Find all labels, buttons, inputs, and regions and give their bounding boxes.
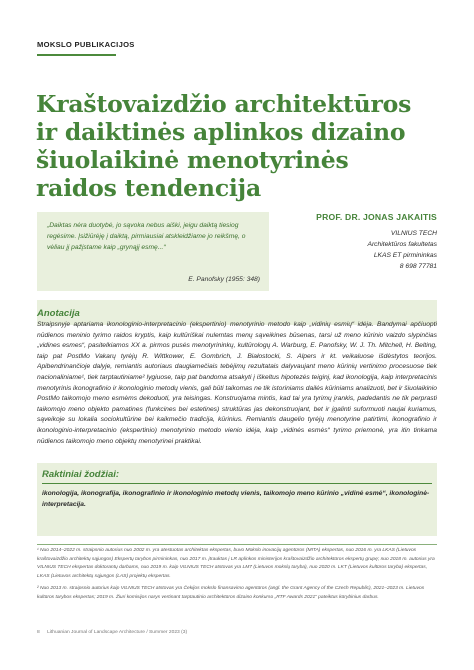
footnote-2: ² Nuo 2013 m. straipsnio autorius kaip VILNIUS TECH atstovas yra Čekijos mokslo finansavimo agentūros (angl. the Grant Agency of the Czech Republic), 2021–2023 m. Lietuvos kultūros tarybos ekspertas; 2019 m. Žiuri komisijos narys vertinant tarptautinio architektūros dizaino konkurso „RTF Awards 2021“ pateiktus kūrybinius darbus. [37,586,425,600]
epigraph-box [37,212,269,291]
epigraph-author: E. Panofsky (1955: 348) [188,276,260,283]
footnotes [37,547,437,607]
epigraph-text: „Daiktas nėra duotybė, jo sąvoka nebus aiški, jeigu daiktą tiesiog regėsime. Įsižiūrėję į daiktą, pirmiausiai atskleidžiame jo reikšmę, o vėliau jį pažįstame kaip „grynąjį esmę...“ [47,222,246,251]
page-footer [37,630,187,635]
footnote-divider [37,544,437,545]
author-affiliation: VILNIUS TECH [390,230,437,237]
author-role: LKAS ET pirmininkas [373,252,437,259]
keywords-text: ikonologija, ikonografija, ikonografinio ir ikonologinio metodų vienis, taikomojo meno kūrinio „vidinė esmė“, ikonologinė-interpretacija. [42,490,430,508]
section-divider [37,54,116,56]
page-number: 8 [37,630,40,635]
author-faculty: Architektūros fakultetas [367,241,437,248]
keywords-box [37,463,437,536]
section-label: MOKSLO PUBLIKACIJOS [37,40,135,49]
journal-name: Lithuanian Journal of Landscape Architecture / Summer 2023 (3) [47,630,188,635]
article-title: Kraštovaizdžio architektūros ir daiktinės aplinkos dizaino šiuolaikinė menotyrinės raidos tendencija [36,90,412,202]
abstract-text: Straipsnyje aptariama ikonologinio-interpretacinio (ekspertinio) menotyrinio metodo kaip „vidinių esmių“ idėja. Bandymai apčiuopti nūdienos meninio tyrimo raidos kryptis, kaip kultūriškai nulemtas menų sąveikines būsenas, tarsi už meno kūrinio vaizdo slypinčias „vidines esmes“, pasitelkiamos XX a. pirmos pusės menotyrininkų, kultūrologų A. Warburg, E. Panofsky, W. J. Th. Mitchell, H. Belting, taip pat PostMo Vakarų tyrėjų R. Wittkower, E. Gombrich, J. Białostocki, S. Alpers ir kt. veikaluose išdėstytos teorijos. Apibendrinančioje dalyje, remiantis autoriaus daugiamečiais tebėjimų rezultatais dalyvaujant meno kūrinių vertinimo procesuose tiek nacionaliniame¹, tiek tarptautiniame² lygiuose, taip pat bandoma atsakyti į iškeltus hipotezės teiginį, kad ikonologija, kaip interpretacinis menotyrinis ikonografinio ir ikonologinio metodų vienis, gali būti taikomas ne tik istoriniams dailės kūriniams analizuoti, bet ir šiuolaikinio PostMo taikomojo meno esmėms dekoduoti, yra teisingas. Konstruojama mintis, kad tai yra tyrimų įrankis, padedantis ne tik perprasti taikomojo meno objekto pamatines (funkcines bei estetines) struktūras jas dekonstruojant, bet ir įgalinti suformuoti naujai kuriamus, sąveikoje su lokalia sociokultūrine bei kaikmečio tradicija, kūrinius. Remiantis daugelio tyrėjų menotyrine patirtimi, ikonografinio ir ikonologinio-interpretacinio (ekspertinio) menotyrinio metodo vienio idėja, kaip „vidinės esmės“ tyrimo priemonė, yra itin tinkama nūdienos taikomojo meno objektų menotyrinei praktikai. [37,321,437,445]
abstract-heading: Anotacija [37,308,80,319]
author-name: PROF. DR. JONAS JAKAITIS [316,212,437,222]
author-block [257,212,437,272]
author-phone: 8 698 77781 [399,263,437,270]
footnote-1: ¹ Nuo 2014–2022 m. straipsnio autorius nuo 2002 m. yra atestuotas architektas ekspertas, buvo Mokslo inovacijų agentūros (MITA) ekspertas, nuo 2016 m. yra LKAS (Lietuvos kraštovaizdžio architektų sąjungos) Ekspertų tarybos pirmininkas, nuo 2017 m. įtrauktas į LR aplinkos ministerijos kraštovaizdžio architektūros ekspertų grupę; nuo 2018 m. autorius yra VILNIUS TECH ekspertas doktorantų darbams, nuo 2019 m. kaip VILNIUS TECH atstovas yra LM7 (Lietuvos mokslų taryba), nuo 2020 m. LKT (Lietuvos kultūros taryba) ekspertas, LKAS (Lietuvos architektų sąjungos (LAS) projektų ekspertas. [37,548,435,579]
keywords-heading: Raktiniai žodžiai: [42,469,432,484]
